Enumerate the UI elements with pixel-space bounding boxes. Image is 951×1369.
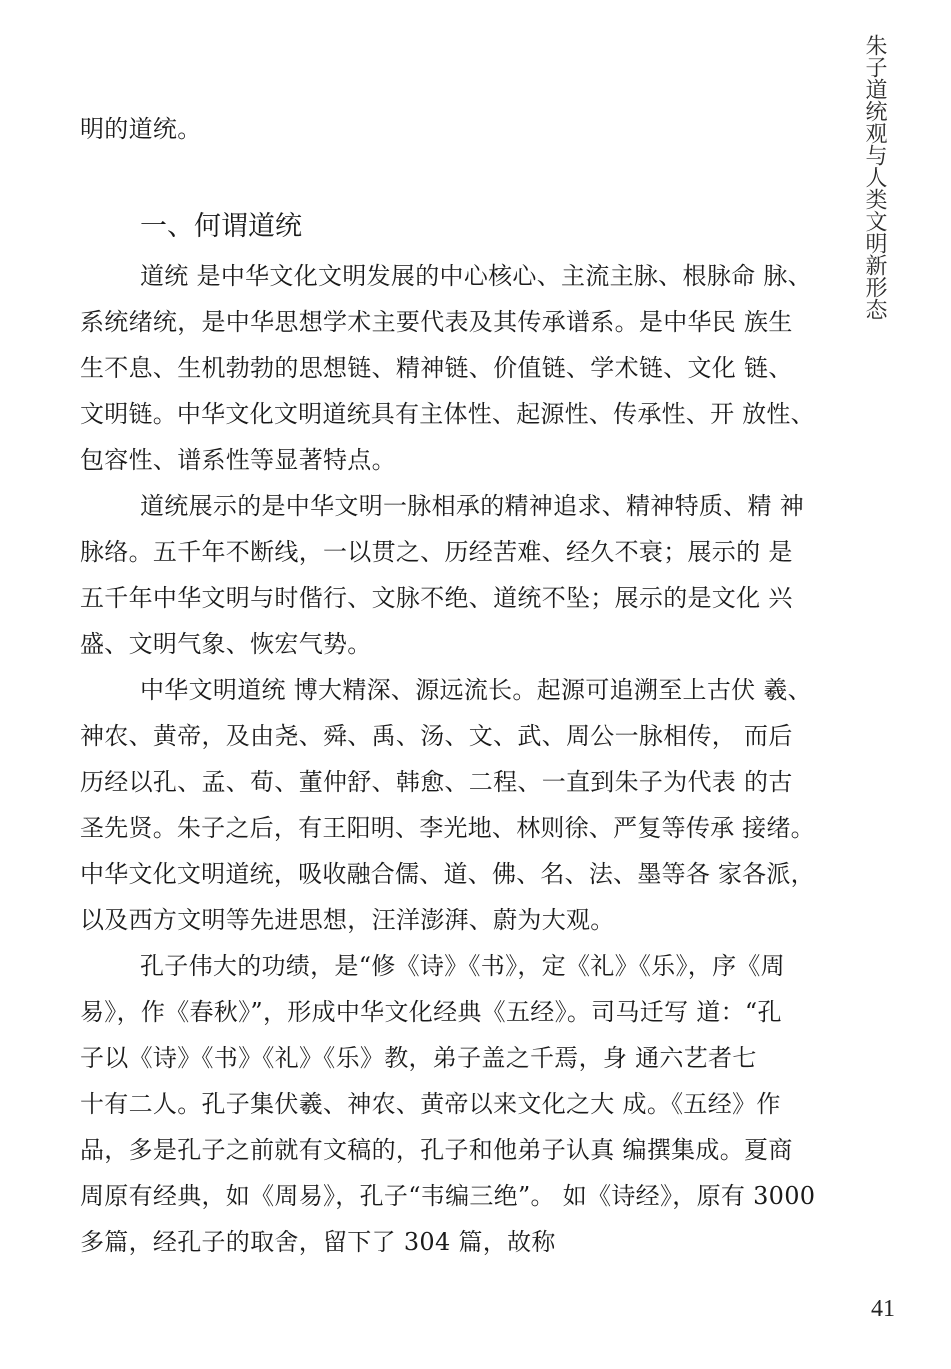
paragraph-line: 多篇，经孔子的取舍，留下了 304 篇，故称 <box>80 1228 556 1256</box>
paragraph-line: 盛、文明气象、恢宏气势。 <box>80 630 372 658</box>
paragraph-line: 孔子伟大的功绩，是“修《诗》《书》，定《礼》《乐》，序《周 <box>140 952 785 980</box>
paragraph-line: 道统展示的是中华文明一脉相承的精神追求、精神特质、精 神 <box>140 492 805 520</box>
paragraph-line: 包容性、谱系性等显著特点。 <box>80 446 396 474</box>
paragraph-line: 五千年中华文明与时偕行、文脉不绝、道统不坠；展示的是文化 兴 <box>80 584 793 612</box>
paragraph-line: 中华文明道统 博大精深、源远流长。起源可追溯至上古伏 羲、 <box>140 676 812 704</box>
paragraph-line: 文明链。中华文化文明道统具有主体性、起源性、传承性、开 放性、 <box>80 400 815 428</box>
paragraph-line: 历经以孔、孟、荀、董仲舒、韩愈、二程、一直到朱子为代表 的古 <box>80 768 793 796</box>
paragraph-line: 以及西方文明等先进思想，汪洋澎湃、蔚为大观。 <box>80 906 615 934</box>
continuation-line: 明的道统。 <box>80 115 202 143</box>
paragraph-line: 道统 是中华文化文明发展的中心核心、主流主脉、根脉命 脉、 <box>140 262 812 290</box>
paragraph-line: 神农、黄帝，及由尧、舜、禹、汤、文、武、周公一脉相传， 而后 <box>80 722 793 750</box>
paragraph-line: 十有二人。孔子集伏羲、神农、黄帝以来文化之大 成。《五经》作 <box>80 1090 781 1118</box>
paragraph-line: 中华文化文明道统，吸收融合儒、道、佛、名、法、墨等各 家各派， <box>80 860 815 888</box>
paragraph-line: 品，多是孔子之前就有文稿的，孔子和他弟子认真 编撰集成。夏商 <box>80 1136 793 1164</box>
paragraph-line: 子以《诗》《书》《礼》《乐》教，弟子盖之千焉，身 通六艺者七 <box>80 1044 757 1072</box>
page-number: 41 <box>871 1296 895 1322</box>
paragraph-line: 系统绪统，是中华思想学术主要代表及其传承谱系。是中华民 族生 <box>80 308 793 336</box>
paragraph-line: 脉络。五千年不断线，一以贯之、历经苦难、经久不衰；展示的 是 <box>80 538 793 566</box>
paragraph-line: 易》，作《春秋》”，形成中华文化经典《五经》。司马迁写 道：“孔 <box>80 998 782 1026</box>
paragraph-line: 生不息、生机勃勃的思想链、精神链、价值链、学术链、文化 链、 <box>80 354 793 382</box>
section-heading: 一、何谓道统 <box>140 211 302 242</box>
paragraph-line: 周原有经典，如《周易》，孔子“韦编三绝”。 如《诗经》，原有 3000 <box>80 1182 816 1210</box>
running-head: 朱子道统观与人类文明新形态 <box>862 34 887 320</box>
paragraph-line: 圣先贤。朱子之后，有王阳明、李光地、林则徐、严复等传承 接绪。 <box>80 814 815 842</box>
